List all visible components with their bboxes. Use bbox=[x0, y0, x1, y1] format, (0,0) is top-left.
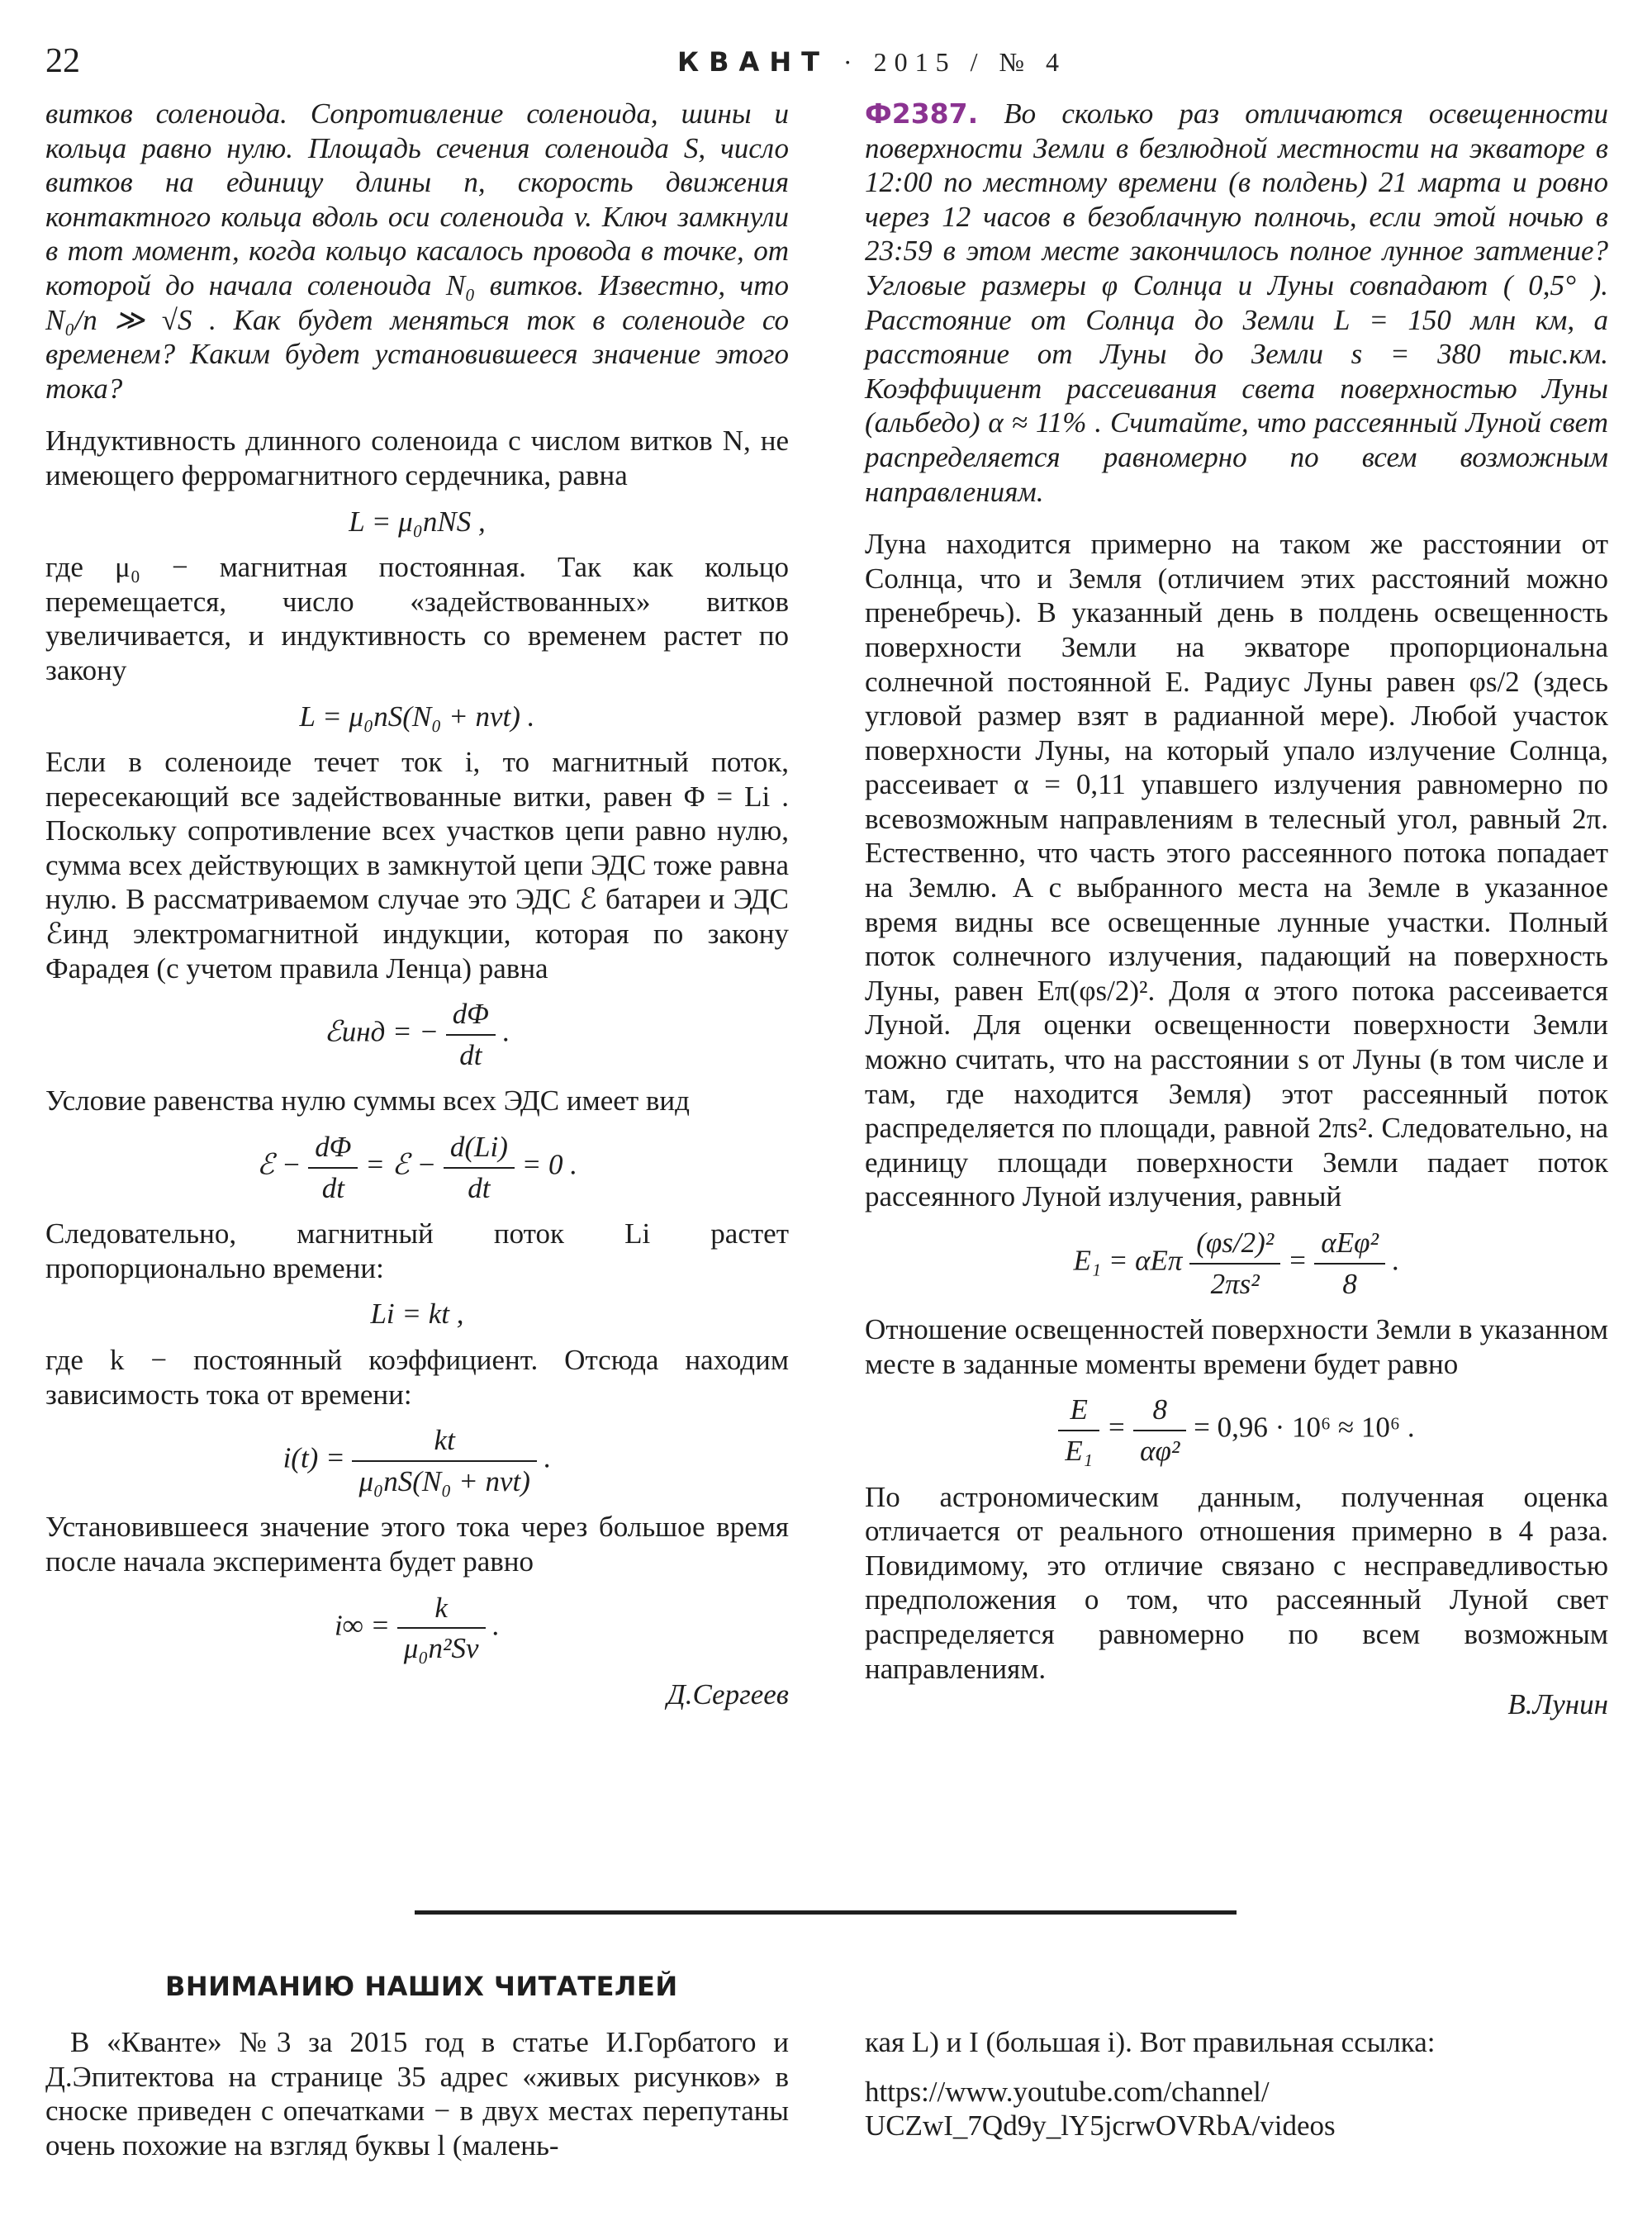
denominator: 2πs² bbox=[1210, 1267, 1260, 1300]
formula-part: = ℰ − bbox=[365, 1148, 437, 1181]
formula-part: ℰ − bbox=[256, 1148, 301, 1181]
formula-induction-emf bbox=[45, 997, 789, 1072]
fraction bbox=[1314, 1226, 1385, 1301]
formula-part: = 0 . bbox=[521, 1148, 578, 1181]
denominator: E₁ bbox=[1065, 1434, 1093, 1467]
denominator: μ₀nS(N₀ + nvt) bbox=[358, 1464, 530, 1497]
denominator: μ₀n²Sv bbox=[403, 1632, 479, 1665]
fraction bbox=[1189, 1226, 1280, 1301]
problem-text: Во сколько раз отличаются освещенности поверхности Земли в безлюдной местности на экваторе в 12:00 по местному времени (в полдень) 21 марта и ровно через 12 часов в безоблачную полночь, если этой ночью в 23:59 в этом месте закончилось полное лунное затмение? Угловые размеры φ Солнца и Луны совпадают ( 0,5° ). Расстояние от Солнца до Земли L = 150 млн км, а расстояние от Луны до Земли s = 380 тыс.км. Коэффициент рассеивания света поверхностью Луны (альбедо) α ≈ 11% . Считайте, что рассеянный Луной свет распределяется равномерно по всем возможным направлениям. bbox=[865, 97, 1609, 508]
numerator: d(Li) bbox=[444, 1130, 515, 1169]
solution-paragraph: где k − постоянный коэффициент. Отсюда находим зависимость тока от времени: bbox=[45, 1344, 789, 1411]
formula-part: = bbox=[1287, 1244, 1308, 1277]
solution-paragraph: Отношение освещенностей поверхности Земли в указанном месте в заданные моменты времени будет равно bbox=[865, 1313, 1608, 1380]
problem-tail: витков соленоида. Сопротивление соленоида, шины и кольца равно нулю. Площадь сечения соленоида S, число витков на единицу длины n, скорость движения контактного кольца вдоль оси соленоида v. Ключ замкнули в тот момент, когда кольцо касалось провода в точке, от которой до начала соленоида N₀ витков. Известно, что N₀/n ≫ √S . Как будет меняться ток в соленоиде со временем? Каким будет установившееся значение этого тока? bbox=[45, 97, 789, 405]
formula-part: . bbox=[502, 1015, 510, 1048]
author-signature: В.Лунин bbox=[1507, 1688, 1608, 1721]
magazine-name: КВАНТ bbox=[677, 46, 829, 78]
notice-text-right bbox=[865, 2025, 1608, 2143]
section-divider bbox=[415, 1910, 1237, 1915]
fraction bbox=[397, 1591, 486, 1666]
formula-part: E₁ = αEπ bbox=[1073, 1244, 1183, 1277]
formula-inductance-time: L = μ₀nS(N₀ + nvt) . bbox=[299, 700, 535, 733]
denominator: dt bbox=[321, 1171, 344, 1204]
formula-current bbox=[45, 1423, 789, 1498]
numerator: (φs/2)² bbox=[1189, 1226, 1280, 1265]
solution-paragraph: Следовательно, магнитный поток Li растет пропорционально времени: bbox=[45, 1217, 789, 1284]
fraction bbox=[1058, 1393, 1099, 1468]
denominator: αφ² bbox=[1140, 1434, 1180, 1467]
formula-steady-current bbox=[45, 1591, 789, 1666]
formula-part: = 0,96 · 10⁶ ≈ 10⁶ . bbox=[1194, 1412, 1415, 1444]
notice-continuation: кая L) и I (большая i). Вот правильная ссылка: bbox=[865, 2026, 1436, 2058]
author-signature: Д.Сергеев bbox=[667, 1677, 789, 1711]
notice-title: ВНИМАНИЮ НАШИХ ЧИТАТЕЛЕЙ bbox=[165, 1971, 678, 2002]
formula-part: . bbox=[1392, 1244, 1400, 1277]
left-column bbox=[45, 97, 789, 1711]
formula-moon-flux bbox=[865, 1226, 1608, 1301]
solution-paragraph: Луна находится примерно на таком же расстоянии от Солнца, что и Земля (отличием этих расстояний можно пренебречь). В указанный день в полдень освещенность поверхности Земли на экваторе пропорциональна солнечной постоянной E. Радиус Луны равен φs/2 (здесь угловой размер взят в радианной мере). Любой участок поверхности Луны, на который упало излучение Солнца, рассеивает α = 0,11 упавшего излучения равномерно по всевозможным направлениям в телесный угол, равный 2π. Естественно, что часть этого рассеянного потока попадает на Землю. А с выбранного места на Земле в указанное время видны все освещенные лунные участки. Полный поток солнечного излучения, падающий на поверхность Луны, равен Eπ(φs/2)². Доля α этого потока рассеивается Луной. Для оценки освещенности поверхности Земли можно считать, что на расстоянии s от Луны (в том числе и там, где находится Земля) этот рассеянный поток распределяется по площади, равной 2πs². Следовательно, на единицу площади поверхности Земли падает поток рассеянного Луной излучения, равный bbox=[865, 528, 1608, 1213]
formula-emf-sum bbox=[45, 1130, 789, 1205]
link-line: UCZwI_7Qd9y_lY5jcrwOVRbA/videos bbox=[865, 2109, 1336, 2142]
denominator: dt bbox=[468, 1171, 491, 1204]
formula-inductance: L = μ₀nNS , bbox=[349, 505, 486, 538]
right-column bbox=[865, 97, 1608, 1722]
numerator: αEφ² bbox=[1314, 1226, 1385, 1265]
solution-paragraph: По астрономическим данным, полученная оценка отличается от реального отношения примерно в 4 раза. Повидимому, это отличие связано с несправедливостью предположения о том, что рассеянный Луной свет распределяется равномерно по всем возможным направлениям. bbox=[865, 1480, 1608, 1685]
fraction bbox=[446, 997, 496, 1072]
page-number: 22 bbox=[45, 42, 80, 80]
solution-paragraph: Если в соленоиде течет ток i, то магнитный поток, пересекающий все задействованные витки, равен Φ = Li . Поскольку сопротивление всех участков цепи равно нулю, сумма всех действующих в замкнутой цепи ЭДС тоже равна нулю. В рассматриваемом случае это ЭДС ℰ батареи и ЭДС ℰинд электромагнитной индукции, которая по закону Фарадея (с учетом правила Ленца) равна bbox=[45, 746, 789, 985]
problem-code: Ф2387. bbox=[865, 97, 979, 130]
formula-part: = bbox=[1106, 1412, 1127, 1444]
numerator: E bbox=[1058, 1393, 1099, 1431]
numerator: dΦ bbox=[308, 1130, 358, 1169]
formula-part: i∞ = bbox=[334, 1609, 391, 1642]
denominator: dt bbox=[459, 1038, 482, 1071]
solution-paragraph: Условие равенства нулю суммы всех ЭДС имеет вид bbox=[45, 1084, 690, 1117]
issue-number: · 2015 / № 4 bbox=[843, 47, 1066, 77]
link-line: https://www.youtube.com/channel/ bbox=[865, 2075, 1270, 2108]
running-header bbox=[677, 46, 1066, 78]
solution-paragraph: где μ₀ − магнитная постоянная. Так как кольцо перемещается, число «задействованных» витков увеличивается, и индуктивность со временем растет по закону bbox=[45, 551, 789, 686]
numerator: k bbox=[397, 1591, 486, 1630]
numerator: kt bbox=[352, 1423, 536, 1462]
fraction bbox=[352, 1423, 536, 1498]
fraction bbox=[444, 1130, 515, 1205]
youtube-link[interactable] bbox=[865, 2075, 1608, 2143]
formula-ratio bbox=[865, 1393, 1608, 1468]
problem-statement bbox=[865, 97, 1608, 509]
denominator: 8 bbox=[1342, 1267, 1357, 1300]
solution-paragraph: Установившееся значение этого тока через большое время после начала эксперимента будет равно bbox=[45, 1511, 789, 1578]
notice-text-left: В «Кванте» №3 за 2015 год в статье И.Горбатого и Д.Эпитектова на странице 35 адрес «живых рисунков» в сноске приведен с опечатками − в двух местах перепутаны очень похожие на взгляд буквы l (малень- bbox=[45, 2026, 789, 2161]
numerator: 8 bbox=[1133, 1393, 1186, 1431]
formula-part: . bbox=[544, 1441, 552, 1474]
solution-paragraph: Индуктивность длинного соленоида с числом витков N, не имеющего ферромагнитного сердечника, равна bbox=[45, 425, 789, 491]
formula-part: i(t) = bbox=[282, 1441, 345, 1474]
formula-part: . bbox=[492, 1609, 501, 1642]
formula-part: ℰинд = − bbox=[324, 1015, 439, 1048]
fraction bbox=[1133, 1393, 1186, 1468]
formula-flux-linear: Li = kt , bbox=[370, 1298, 464, 1331]
fraction bbox=[308, 1130, 358, 1205]
numerator: dΦ bbox=[446, 997, 496, 1036]
